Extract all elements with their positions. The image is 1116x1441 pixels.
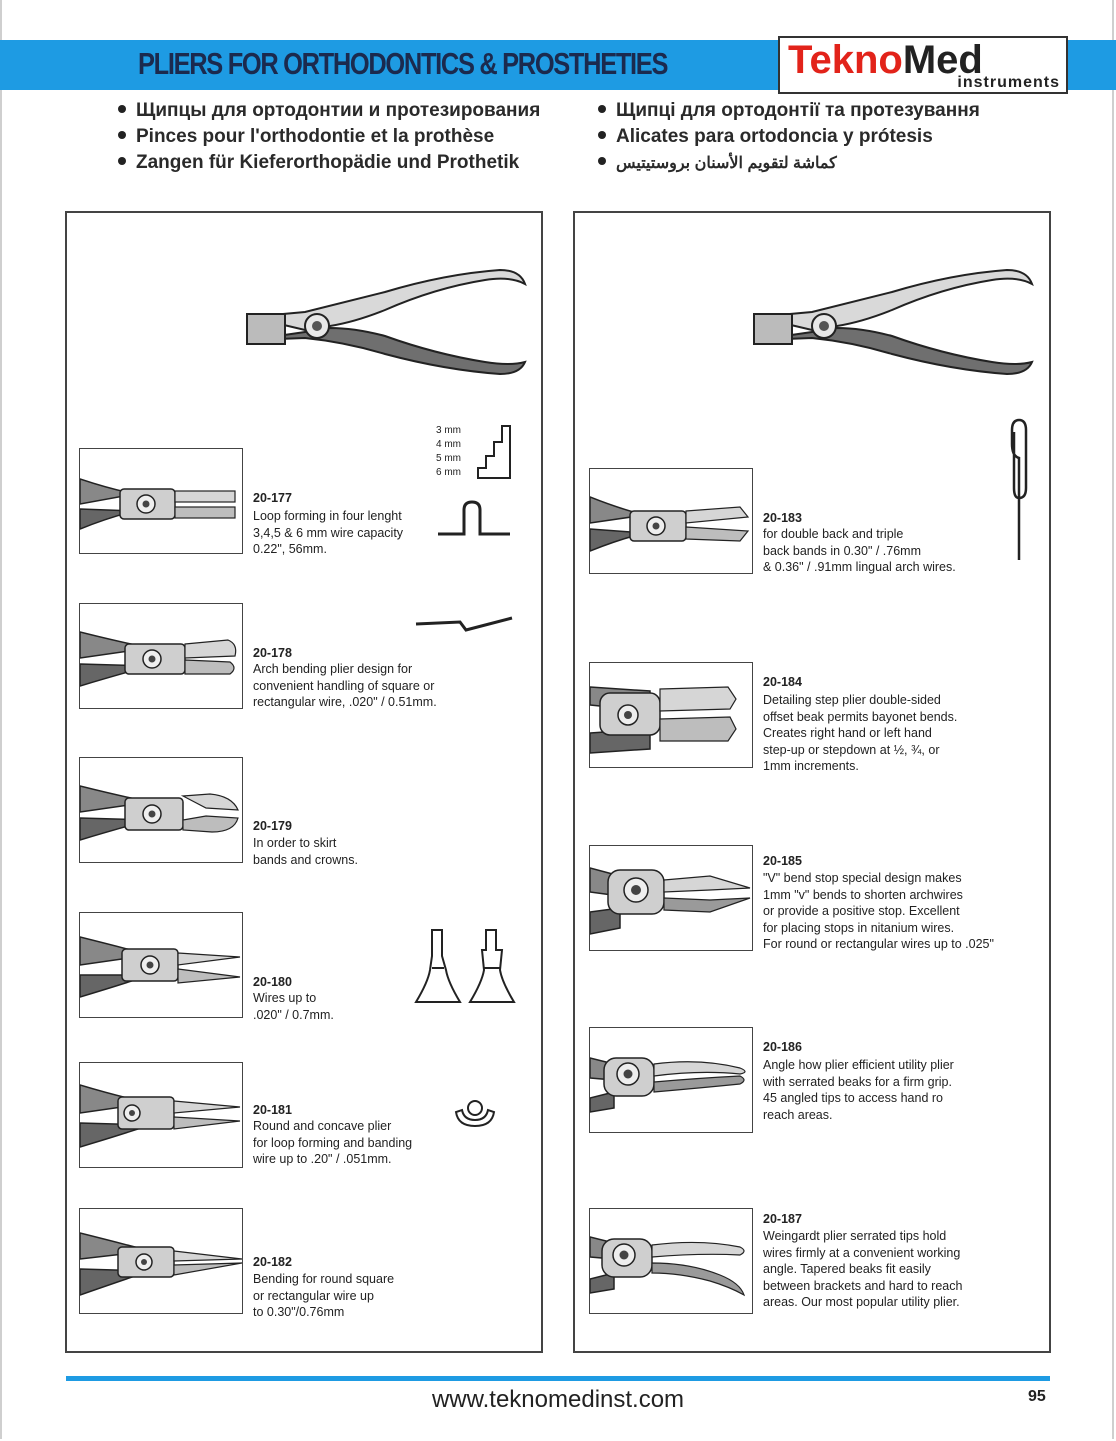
desc-line: 45 angled tips to access hand ro bbox=[763, 1091, 943, 1105]
item-code-20-177: 20-177 bbox=[253, 491, 292, 505]
desc-line: for placing stops in nitanium wires. bbox=[763, 920, 955, 935]
item-desc-20-179 bbox=[253, 835, 358, 868]
hero-plier-left-icon bbox=[245, 262, 530, 382]
subtitle-text: Щипці для ортодонтії та протезування bbox=[616, 100, 980, 121]
hero-plier-right-icon bbox=[752, 262, 1037, 382]
page-number: 95 bbox=[1028, 1388, 1046, 1405]
tip-profile-icon bbox=[414, 928, 516, 1004]
desc-line: 3,4,5 & 6 mm wire capacity bbox=[253, 525, 404, 540]
item-desc-20-187 bbox=[763, 1228, 962, 1311]
logo-part-tekno: Tekno bbox=[788, 38, 903, 82]
plier-head-icon bbox=[590, 663, 753, 768]
desc-line: & 0.36" / .91mm lingual arch wires. bbox=[763, 560, 956, 574]
subtitle-german bbox=[118, 152, 519, 174]
desc-line: angle. Tapered beaks fit easily bbox=[763, 1262, 931, 1276]
plier-head-icon bbox=[80, 1063, 243, 1168]
step-label: 3 mm bbox=[436, 425, 461, 436]
desc-line: Loop forming in four lenght bbox=[253, 509, 402, 523]
item-code-20-185: 20-185 bbox=[763, 854, 802, 868]
plier-thumbnail-20-178 bbox=[79, 603, 243, 709]
plier-thumbnail-20-185 bbox=[589, 845, 753, 951]
plier-head-icon bbox=[80, 604, 243, 709]
item-desc-20-181 bbox=[253, 1118, 412, 1168]
plier-thumbnail-20-182 bbox=[79, 1208, 243, 1314]
desc-line: between brackets and hard to reach bbox=[763, 1278, 963, 1293]
round-concave-tip-icon bbox=[454, 1096, 496, 1128]
desc-line: wire up to .20" / .051mm. bbox=[253, 1152, 392, 1166]
subtitle-arabic bbox=[598, 152, 837, 174]
plier-thumbnail-20-187 bbox=[589, 1208, 753, 1314]
plier-head-icon bbox=[80, 449, 243, 554]
right-product-panel bbox=[573, 211, 1051, 1353]
logo-wordmark bbox=[788, 38, 983, 83]
desc-line: areas. Our most popular utility plier. bbox=[763, 1295, 960, 1309]
desc-line: Creates right hand or left hand bbox=[763, 726, 932, 740]
desc-line: 0.22", 56mm. bbox=[253, 542, 327, 556]
desc-line: wires firmly at a convenient working bbox=[763, 1245, 961, 1260]
desc-line: reach areas. bbox=[763, 1107, 833, 1122]
plier-thumbnail-20-183 bbox=[589, 468, 753, 574]
desc-line: Angle how plier efficient utility plier bbox=[763, 1058, 954, 1072]
step-label: 6 mm bbox=[436, 467, 461, 478]
item-desc-20-183 bbox=[763, 526, 956, 576]
subtitle-text: كماشة لتقويم الأسنان بروستيتيس bbox=[616, 155, 837, 172]
bullet-icon bbox=[598, 157, 606, 165]
desc-line: Wires up to bbox=[253, 991, 317, 1005]
desc-line: back bands in 0.30" / .76mm bbox=[763, 543, 921, 558]
desc-line: Round and concave plier bbox=[253, 1119, 392, 1133]
item-desc-20-186 bbox=[763, 1057, 954, 1123]
plier-head-icon bbox=[80, 758, 243, 863]
desc-line: In order to skirt bbox=[253, 836, 337, 850]
bent-wire-icon bbox=[416, 614, 514, 634]
desc-line: convenient handling of square or bbox=[253, 678, 435, 693]
plier-thumbnail-20-177 bbox=[79, 448, 243, 554]
step-label: 4 mm bbox=[436, 439, 461, 450]
item-code-20-187: 20-187 bbox=[763, 1212, 802, 1226]
item-code-20-186: 20-186 bbox=[763, 1040, 802, 1054]
plier-head-icon bbox=[590, 1028, 753, 1133]
step-size-labels bbox=[436, 424, 461, 480]
plier-head-icon bbox=[80, 1209, 243, 1314]
item-code-20-178: 20-178 bbox=[253, 646, 292, 660]
loop-wire-icon bbox=[438, 500, 512, 540]
bullet-icon bbox=[598, 105, 606, 113]
footer-website-url[interactable]: www.teknomedinst.com bbox=[431, 1386, 685, 1413]
item-desc-20-180 bbox=[253, 990, 334, 1023]
item-desc-20-178 bbox=[253, 661, 437, 711]
subtitle-text: Щипцы для ортодонтии и протезирования bbox=[136, 100, 541, 121]
item-code-20-181: 20-181 bbox=[253, 1103, 292, 1117]
item-code-20-182: 20-182 bbox=[253, 1255, 292, 1269]
subtitle-french bbox=[118, 126, 494, 148]
desc-line: 1mm "v" bends to shorten archwires bbox=[763, 887, 963, 902]
desc-line: for double back and triple bbox=[763, 527, 904, 541]
desc-line: Detailing step plier double-sided bbox=[763, 693, 941, 707]
subtitle-russian bbox=[118, 100, 540, 122]
bullet-icon bbox=[118, 105, 126, 113]
desc-line: Bending for round square bbox=[253, 1272, 395, 1286]
page-title: PLIERS FOR ORTHODONTICS & PROSTHETIES bbox=[138, 46, 668, 81]
desc-line: or rectangular wire up bbox=[253, 1288, 374, 1303]
item-code-20-184: 20-184 bbox=[763, 675, 802, 689]
logo-part-med: Med bbox=[902, 38, 983, 82]
plier-thumbnail-20-186 bbox=[589, 1027, 753, 1133]
item-desc-20-177 bbox=[253, 508, 403, 558]
desc-line: or provide a positive stop. Excellent bbox=[763, 904, 960, 918]
plier-head-icon bbox=[590, 846, 753, 951]
item-code-20-180: 20-180 bbox=[253, 975, 292, 989]
desc-line: 1mm increments. bbox=[763, 759, 859, 773]
bullet-icon bbox=[598, 131, 606, 139]
step-diagram-icon bbox=[474, 424, 514, 480]
item-code-20-183: 20-183 bbox=[763, 511, 802, 525]
desc-line: with serrated beaks for a firm grip. bbox=[763, 1074, 952, 1089]
folded-band-icon bbox=[1008, 418, 1030, 562]
item-desc-20-182 bbox=[253, 1271, 394, 1321]
desc-line: offset beak permits bayonet bends. bbox=[763, 709, 958, 724]
brand-logo bbox=[778, 36, 1068, 94]
desc-line: .020" / 0.7mm. bbox=[253, 1007, 334, 1022]
item-desc-20-185 bbox=[763, 870, 994, 953]
subtitle-text: Pinces pour l'orthodontie et la prothèse bbox=[136, 126, 495, 147]
plier-thumbnail-20-179 bbox=[79, 757, 243, 863]
subtitle-text: Alicates para ortodoncia y prótesis bbox=[616, 126, 933, 147]
step-label: 5 mm bbox=[436, 453, 461, 464]
desc-line: For round or rectangular wires up to .025" bbox=[763, 937, 994, 951]
plier-thumbnail-20-181 bbox=[79, 1062, 243, 1168]
logo-subtitle: instruments bbox=[957, 74, 1060, 91]
desc-line: Weingardt plier serrated tips hold bbox=[763, 1229, 947, 1243]
desc-line: to 0.30"/0.76mm bbox=[253, 1305, 345, 1319]
bullet-icon bbox=[118, 131, 126, 139]
desc-line: rectangular wire, .020" / 0.51mm. bbox=[253, 695, 437, 709]
desc-line: for loop forming and banding bbox=[253, 1135, 413, 1150]
desc-line: "V" bend stop special design makes bbox=[763, 871, 962, 885]
plier-thumbnail-20-184 bbox=[589, 662, 753, 768]
desc-line: step-up or stepdown at ½, ¾, or bbox=[763, 742, 940, 757]
subtitle-text: Zangen für Kieferorthopädie und Prothetik bbox=[136, 152, 520, 173]
subtitle-spanish bbox=[598, 126, 933, 148]
footer-rule bbox=[66, 1376, 1050, 1381]
plier-head-icon bbox=[590, 469, 753, 574]
subtitle-ukrainian bbox=[598, 100, 980, 122]
item-desc-20-184 bbox=[763, 692, 957, 775]
desc-line: bands and crowns. bbox=[253, 852, 358, 867]
bullet-icon bbox=[118, 157, 126, 165]
plier-head-icon bbox=[590, 1209, 753, 1314]
plier-head-icon bbox=[80, 913, 243, 1018]
desc-line: Arch bending plier design for bbox=[253, 662, 413, 676]
plier-thumbnail-20-180 bbox=[79, 912, 243, 1018]
item-code-20-179: 20-179 bbox=[253, 819, 292, 833]
